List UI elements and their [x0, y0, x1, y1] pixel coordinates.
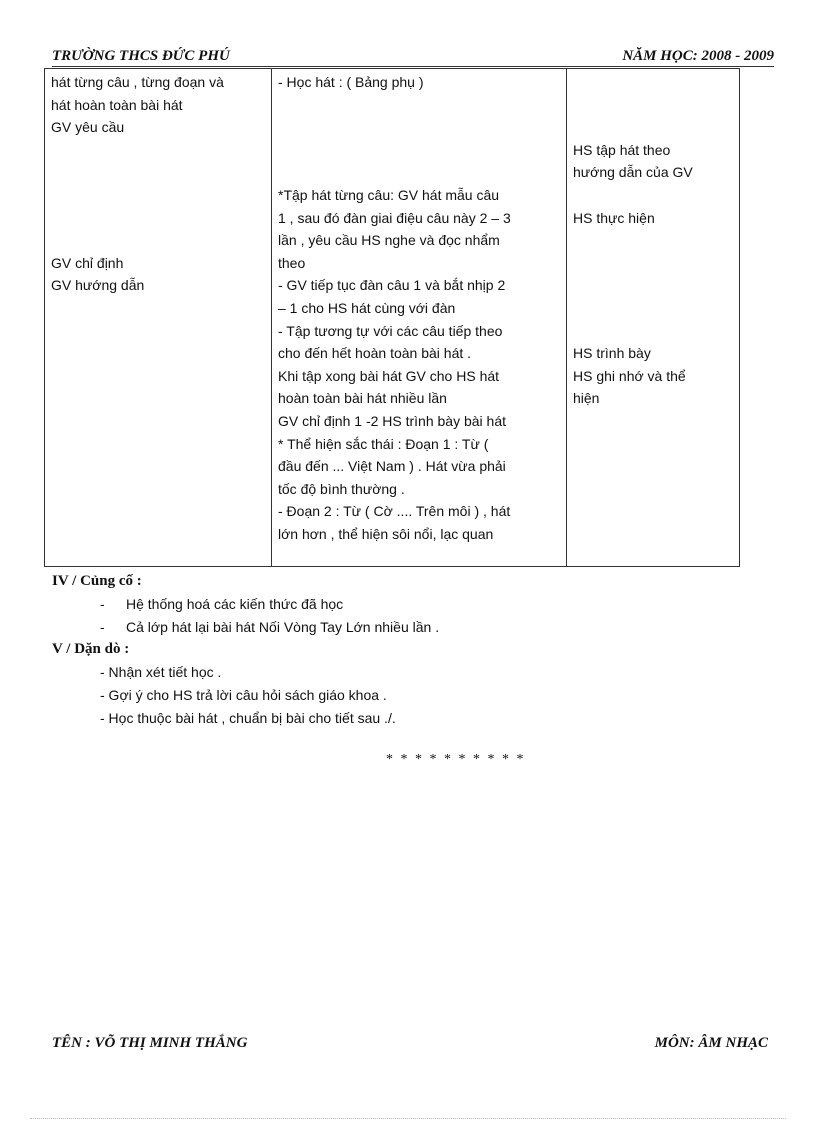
cell-line: cho đến hết hoàn toàn bài hát . [278, 345, 472, 362]
blank-line [51, 207, 265, 230]
cell-line: GV chỉ định [51, 254, 124, 271]
blank-line [278, 161, 560, 184]
page-header [52, 48, 774, 67]
blank-line [278, 116, 560, 139]
cell-line: *Tập hát từng câu: GV hát mẫu câu [278, 186, 500, 203]
section-5-item: - Học thuộc bài hát , chuẩn bị bài cho tiết sau ./. [100, 710, 396, 726]
blank-line [573, 184, 733, 207]
student-activity-cell [567, 69, 740, 567]
cell-line: - Đoạn 2 : Từ ( Cờ .... Trên môi ) , hát [278, 503, 511, 520]
blank-line [278, 94, 560, 117]
separator-stars: * * * * * * * * * * [386, 752, 526, 767]
section-5-item: - Nhận xét tiết học . [100, 664, 222, 680]
cell-line: đầu đến ... Việt Nam ) . Hát vừa phải [278, 458, 506, 475]
blank-line [573, 320, 733, 343]
blank-line [51, 161, 265, 184]
blank-line [573, 229, 733, 252]
teacher-activity-cell [45, 69, 272, 567]
cell-line: hướng dẫn của GV [573, 164, 693, 181]
cell-line: – 1 cho HS hát cùng với đàn [278, 299, 456, 316]
section-4-item: Hệ thống hoá các kiến thức đã học [126, 596, 344, 612]
section-5-title: V / Dặn dò : [52, 641, 130, 657]
cell-line: Khi tập xong bài hát GV cho HS hát [278, 367, 500, 384]
blank-line [51, 229, 265, 252]
cell-line: - GV tiếp tục đàn câu 1 và bắt nhịp 2 [278, 277, 506, 294]
cell-line: lớn hơn , thể hiện sôi nổi, lạc quan [278, 525, 494, 542]
blank-line [573, 297, 733, 320]
cell-line: GV hướng dẫn [51, 277, 145, 294]
cell-line: tốc độ bình thường . [278, 480, 405, 497]
cell-line: - Tập tương tự với các câu tiếp theo [278, 322, 503, 339]
cell-line: 1 , sau đó đàn giai điệu câu này 2 – 3 [278, 209, 511, 226]
cell-line: hiện [573, 390, 600, 407]
blank-line [573, 252, 733, 275]
cell-line: GV yêu cầu [51, 119, 125, 136]
page-footer [52, 1035, 768, 1052]
cell-line: - Học hát : ( Bảng phụ ) [278, 74, 424, 90]
blank-line [573, 116, 733, 139]
cell-line: GV chỉ định 1 -2 HS trình bày bài hát [278, 412, 507, 429]
cell-line: hát từng câu , từng đoạn và [51, 74, 224, 90]
bullet-dash: - [100, 619, 105, 635]
page-edge-divider [30, 1118, 786, 1119]
school-year: NĂM HỌC: 2008 - 2009 [622, 48, 774, 64]
cell-line: hát hoàn toàn bài hát [51, 96, 183, 113]
school-name: TRƯỜNG THCS ĐỨC PHÚ [52, 48, 230, 64]
teacher-name: TÊN : VÕ THỊ MINH THẮNG [52, 1035, 248, 1051]
section-5-item: - Gợi ý cho HS trả lời câu hỏi sách giáo khoa . [100, 687, 387, 703]
section-4-title: IV / Củng cố : [52, 573, 142, 589]
cell-line: HS tập hát theo [573, 141, 671, 158]
blank-line [573, 274, 733, 297]
blank-line [51, 139, 265, 162]
cell-line: HS trình bày [573, 345, 651, 362]
cell-line: hoàn toàn bài hát nhiều lần [278, 390, 447, 407]
cell-line: theo [278, 254, 306, 271]
content-cell [272, 69, 567, 567]
cell-line: * Thể hiện sắc thái : Đoạn 1 : Từ ( [278, 435, 489, 452]
blank-line [51, 184, 265, 207]
cell-line: lần , yêu cầu HS nghe và đọc nhẩm [278, 232, 500, 249]
blank-line [278, 139, 560, 162]
subject-name: MÔN: ÂM NHẠC [654, 1035, 768, 1051]
lesson-table [44, 68, 740, 567]
blank-line [573, 71, 733, 94]
bullet-dash: - [100, 596, 105, 612]
blank-line [573, 94, 733, 117]
table-row [45, 69, 740, 567]
section-4-item: Cả lớp hát lại bài hát Nối Vòng Tay Lớn nhiều lần . [126, 619, 440, 635]
cell-line: HS ghi nhớ và thể [573, 367, 686, 384]
cell-line: HS thực hiện [573, 209, 655, 226]
